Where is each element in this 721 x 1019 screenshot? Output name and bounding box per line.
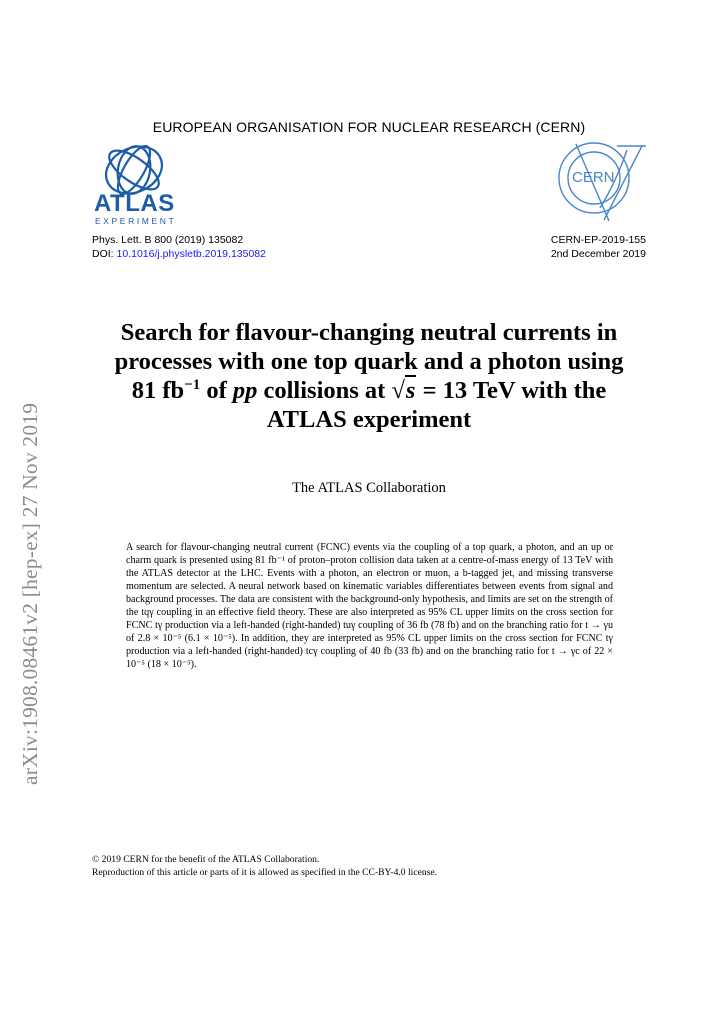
title-pp: pp (232, 377, 258, 404)
sqrt-s-symbol (391, 376, 416, 405)
title-text-of: of (200, 377, 233, 404)
report-date: 2nd December 2019 (550, 248, 646, 260)
cern-logo-word: CERN (572, 169, 615, 186)
title-energy: = 13 TeV with the (416, 377, 607, 404)
abstract-text: A search for flavour-changing neutral current (FCNC) events via the coupling of a top quark, a photon, and an up or charm quark is presented using 81 fb⁻¹ of proton–proton collision data taken at a centre-of-mass energy of 13 TeV with the ATLAS detector at the LHC. Events with a photon, an electron or muon, a b-tagged jet, and missing transverse momentum are selected. A neural network based on kinematic variables differentiates between events from signal and background processes. The data are consistent with the background-only hypothesis, and limits are set on the strength of the tqγ coupling in an effective field theory. These are also interpreted as 95% CL upper limits on the cross section for FCNC tγ production via a left-handed (right-handed) tuγ coupling of 36 fb (78 fb) and on the branching ratio for t → γu of 2.8 × 10⁻⁵ (6.1 × 10⁻⁵). In addition, they are interpreted as 95% CL upper limits on the cross section for FCNC tγ production via a left-handed (right-handed) tcγ coupling of 40 fb (33 fb) and on the branching ratio for t → γc of 22 × 10⁻⁵ (18 × 10⁻⁵). (126, 542, 613, 671)
radical-sign-icon: √ (391, 377, 405, 404)
author-collaboration: The ATLAS Collaboration (292, 480, 446, 496)
title-line-2: processes with one top quark and a photon using (114, 348, 624, 375)
report-info-block (551, 233, 646, 261)
title-line-1: Search for flavour-changing neutral currents in (120, 319, 618, 346)
journal-reference: Phys. Lett. B 800 (2019) 135082 (92, 234, 244, 246)
doi-link[interactable]: 10.1016/j.physletb.2019.135082 (116, 248, 266, 260)
report-number: CERN-EP-2019-155 (550, 234, 646, 246)
abstract (126, 541, 613, 671)
copyright-notice: © 2019 CERN for the benefit of the ATLAS Collaboration. (92, 854, 320, 865)
atlas-logo-subtitle: EXPERIMENT (95, 216, 177, 226)
doi-label: DOI: (92, 248, 117, 260)
title-line-4: ATLAS experiment (266, 406, 472, 433)
cern-logo (554, 142, 649, 229)
footer-notice (92, 854, 437, 879)
title-luminosity: 81 fb (131, 377, 185, 404)
journal-reference-block (92, 233, 266, 261)
title-luminosity-exponent: −1 (184, 376, 201, 393)
license-notice: Reproduction of this article or parts of it is allowed as specified in the CC-BY-4.0 license. (92, 866, 438, 878)
atlas-logo (92, 145, 182, 232)
title-text-collisions: collisions at (257, 377, 392, 404)
atlas-logo-word: ATLAS (94, 190, 175, 217)
organisation-header: EUROPEAN ORGANISATION FOR NUCLEAR RESEARCH (CERN) (152, 119, 586, 135)
paper-title (92, 318, 646, 434)
arxiv-identifier-stamp: arXiv:1908.08461v2 [hep-ex] 27 Nov 2019 (18, 402, 42, 785)
sqrt-radicand: s (405, 377, 416, 404)
doi-line (92, 247, 266, 261)
title-line-3 (92, 376, 646, 405)
